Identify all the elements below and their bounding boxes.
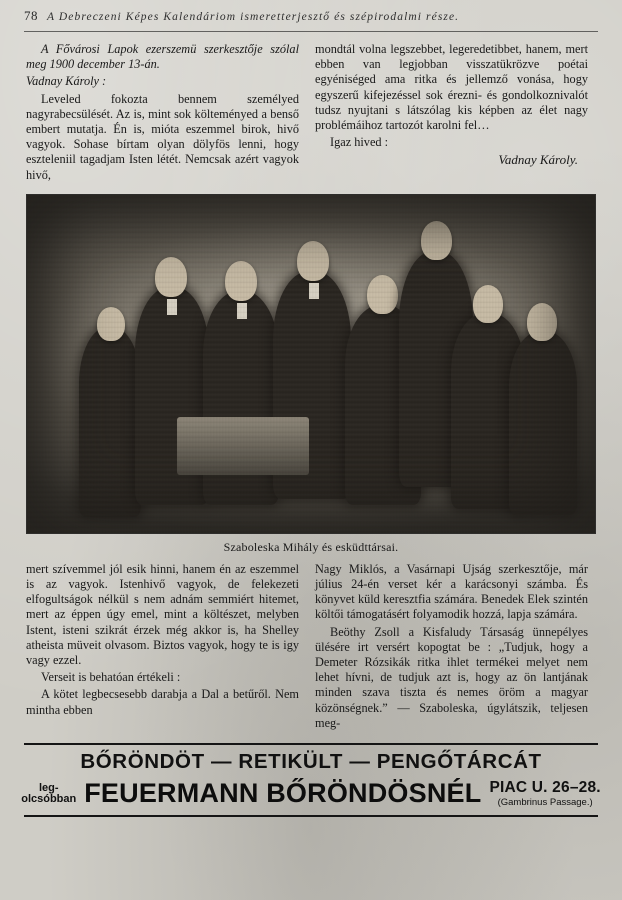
photo-vignette bbox=[27, 195, 595, 533]
advert-body bbox=[21, 778, 601, 809]
advert-cheapest-line1: leg- bbox=[38, 781, 59, 794]
paragraph: mert szívemmel jól esik hinni, hanem én az eszemmel is az vagyok. Istenhivő vagyok, de felekezeti elfogultságok nélkül s nem adnám semmiért hitemet, mert az éppen úgy emel, mint a költészet, melyben Istent, isteni szikrát érzek még akkor is, ha Shelley atheista müveit olvasom. Biztos vagyok, hogy te is igy vagy ezzel. bbox=[26, 561, 299, 668]
advert-address: PIAC U. 26–28. bbox=[489, 779, 601, 797]
running-title: A Debreczeni Képes Kalendáriom ismeretterjesztő és szépirodalmi része. bbox=[47, 10, 460, 24]
paragraph: mondtál volna legszebbet, legeredetibbet, hanem, mert ebben van legjobban visszatükrözve poétai egyéniséged ama ritka és jellemző vonása, hogy egyszerű kifejezéssel sok érezni- és gondolkoznivalót tudsz nyujtani s látszólag kis képben az élet nagy problémáihoz tartozót karolni fel… bbox=[315, 42, 588, 133]
letter-signature: Vadnay Károly. bbox=[498, 152, 578, 168]
paragraph: Igaz hived : bbox=[330, 135, 389, 150]
lower-right-column bbox=[315, 562, 588, 733]
paragraph: Verseit is behatóan értékeli : bbox=[41, 670, 181, 685]
advertisement bbox=[21, 743, 601, 817]
advert-address-note: (Gambrinus Passage.) bbox=[497, 797, 593, 809]
page-sheet bbox=[22, 8, 600, 892]
paragraph: Leveled fokozta bennem személyed nagyrabecsülését. Az is, mint sok költeményed a benső embert mutatja. Én is, mióta eszemmel birok, hivő vagyok. Sohase bírtam olyan dölyfös lenni, hogy eszteleniil tagadjam Isten létét. Nemcsak azért vagyok hivő, bbox=[26, 91, 299, 182]
upper-columns bbox=[22, 42, 600, 185]
group-portrait-photo bbox=[26, 194, 596, 534]
page-folio: 78 bbox=[24, 8, 38, 23]
lower-columns bbox=[22, 562, 600, 733]
paragraph: A kötet legbecsesebb darabja a Dal a betűről. Nem mintha ebben bbox=[26, 687, 299, 717]
paragraph: Vadnay Károly : bbox=[26, 74, 107, 89]
advert-headline: BŐRÖNDÖT — RETIKÜLT — PENGŐTÁRCÁT bbox=[80, 750, 542, 774]
paragraph: Beöthy Zsoll a Kisfaludy Társaság ünnepélyes ülésére irt versért kopogtat be : „Tudjuk, hogy a Demeter Rózsikák ritka ihlet termékei melyet nem lehet hívni, de tudjuk azt is, hogy az ön lantjának minden szava tiszta és nemes öröm a magyar közönségnek.” — Szaboleska, úgylátszik, teljesen meg- bbox=[315, 624, 588, 730]
paragraph: Nagy Miklós, a Vasárnapi Ujság szerkesztője, már július 24-én verset kér a karácsonyi számba. És könyvet küld keresztfia számára. Benedek Elek szintén költői támogatásért folyamodik hozzá, lapja számára. bbox=[315, 561, 588, 622]
advert-shop-name: FEUERMANN BŐRÖNDÖSNÉL bbox=[84, 778, 482, 809]
advert-address-block bbox=[489, 779, 600, 808]
illustration-block bbox=[26, 194, 596, 555]
advert-cheapest-label bbox=[21, 783, 76, 805]
paragraph: A Fővárosi Lapok ezerszemü szerkesztője szólal meg 1900 december 13-án. bbox=[26, 42, 299, 72]
upper-left-column bbox=[26, 42, 299, 185]
photo-caption: Szaboleska Mihály és esküdttársai. bbox=[223, 539, 399, 554]
upper-right-column bbox=[315, 42, 588, 185]
advert-cheapest-line2: olcsóbban bbox=[21, 792, 77, 805]
running-head bbox=[22, 8, 600, 30]
lower-left-column bbox=[26, 562, 299, 733]
header-rule bbox=[24, 31, 598, 32]
